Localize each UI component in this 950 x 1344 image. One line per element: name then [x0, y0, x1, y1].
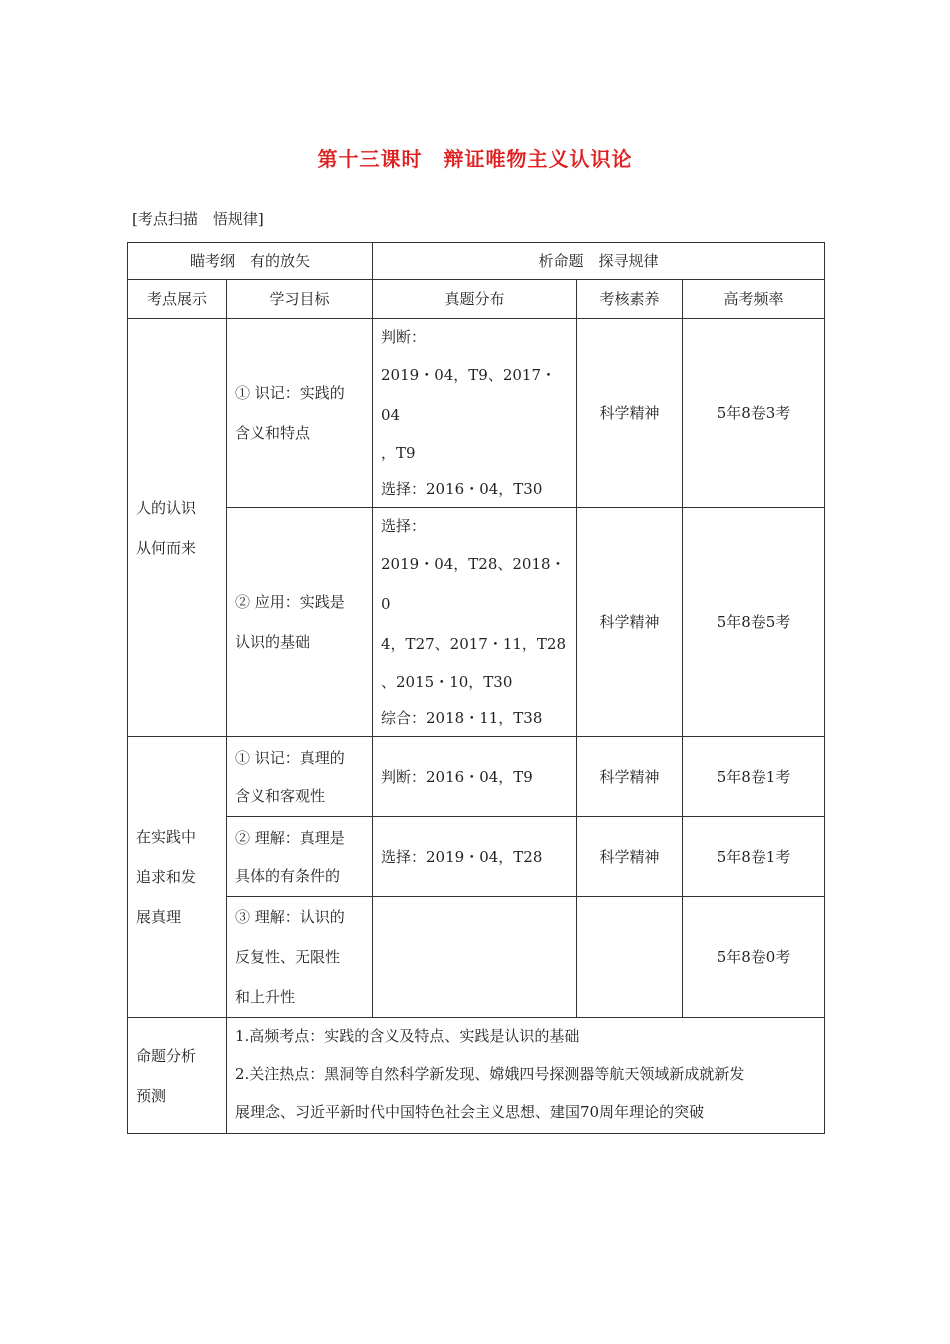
- col-header-distribution: 真题分布: [373, 280, 577, 319]
- distribution-cell: [373, 897, 577, 1018]
- analysis-line: 展理念、习近平新时代中国特色社会主义思想、建国70周年理论的突破: [235, 1103, 705, 1121]
- goal-line: ① 识记：真理的: [235, 748, 345, 767]
- goal-cell: [227, 319, 373, 508]
- distribution-cell: 判断：2016・04，T9: [373, 737, 577, 817]
- section-label: [考点扫描 悟规律]: [132, 210, 264, 228]
- group-header-right: 析命题 探寻规律: [373, 243, 825, 280]
- page-title: 第十三课时 辩证唯物主义认识论: [317, 147, 633, 171]
- goal-line: ② 应用：实践是: [235, 593, 345, 611]
- topic-name-line: 从何而来: [136, 538, 197, 557]
- column-header-row: [128, 280, 825, 319]
- distribution-line: 4，T27、2017・11，T28: [381, 635, 567, 653]
- literacy-cell: 科学精神: [577, 737, 683, 817]
- topic-name-line: 人的认识: [136, 498, 197, 517]
- distribution-line: ，T9: [381, 444, 416, 462]
- distribution-line: 判断：: [381, 328, 427, 346]
- goal-line: 含义和特点: [235, 424, 311, 442]
- goal-cell: [227, 897, 373, 1018]
- col-header-frequency: 高考频率: [683, 280, 825, 319]
- goal-line: 反复性、无限性: [235, 948, 341, 966]
- group-header-left: 瞄考纲 有的放矢: [128, 243, 373, 280]
- col-header-goal: 学习目标: [227, 280, 373, 319]
- distribution-cell: 选择：2019・04，T28: [373, 817, 577, 897]
- goal-line: ③ 理解：认识的: [235, 908, 345, 926]
- topic-name-line: 在实践中: [136, 828, 197, 846]
- analysis-label-cell: [128, 1018, 227, 1134]
- table-row: [128, 737, 825, 817]
- literacy-cell: [577, 897, 683, 1018]
- topic-cell: [128, 737, 227, 1018]
- literacy-cell: 科学精神: [577, 817, 683, 897]
- table-row: [128, 897, 825, 1018]
- distribution-cell: [373, 508, 577, 737]
- distribution-line: 2019・04，T9、2017・04: [381, 366, 556, 424]
- goal-line: ① 识记：实践的: [235, 384, 345, 402]
- table-row: [128, 319, 825, 508]
- goal-line: 和上升性: [235, 988, 296, 1006]
- distribution-line: 选择：2016・04，T30: [381, 480, 543, 498]
- goal-cell: [227, 817, 373, 897]
- frequency-cell: 5年8卷0考: [683, 897, 825, 1018]
- goal-cell: [227, 508, 373, 737]
- analysis-label-line: 预测: [136, 1086, 167, 1105]
- analysis-row: [128, 1018, 825, 1134]
- topic-cell: [128, 319, 227, 737]
- topic-name-line: 展真理: [136, 908, 182, 926]
- col-header-literacy: 考核素养: [577, 280, 683, 319]
- col-header-topic: 考点展示: [128, 280, 227, 319]
- analysis-line: 1.高频考点：实践的含义及特点、实践是认识的基础: [235, 1027, 580, 1045]
- distribution-line: 2019・04，T28、2018・0: [381, 555, 566, 613]
- literacy-cell: 科学精神: [577, 319, 683, 508]
- goal-line: 具体的有条件的: [235, 866, 341, 885]
- frequency-cell: 5年8卷3考: [683, 319, 825, 508]
- analysis-content-cell: [227, 1018, 825, 1134]
- frequency-cell: 5年8卷5考: [683, 508, 825, 737]
- distribution-line: 、2015・10，T30: [381, 673, 513, 691]
- analysis-label-line: 命题分析: [136, 1046, 197, 1065]
- distribution-line: 选择：: [381, 517, 427, 535]
- frequency-cell: 5年8卷1考: [683, 737, 825, 817]
- goal-line: 认识的基础: [235, 633, 311, 651]
- distribution-line: 综合：2018・11，T38: [381, 709, 543, 727]
- goal-cell: [227, 737, 373, 817]
- table-row: [128, 508, 825, 737]
- distribution-cell: [373, 319, 577, 508]
- group-header-row: [128, 243, 825, 280]
- table-row: [128, 817, 825, 897]
- topic-name-line: 追求和发: [136, 868, 197, 886]
- goal-line: 含义和客观性: [235, 786, 326, 805]
- frequency-cell: 5年8卷1考: [683, 817, 825, 897]
- literacy-cell: 科学精神: [577, 508, 683, 737]
- exam-analysis-table: [127, 242, 825, 1134]
- goal-line: ② 理解：真理是: [235, 828, 345, 847]
- analysis-line: 2.关注热点：黑洞等自然科学新发现、嫦娥四号探测器等航天领域新成就新发: [235, 1065, 745, 1083]
